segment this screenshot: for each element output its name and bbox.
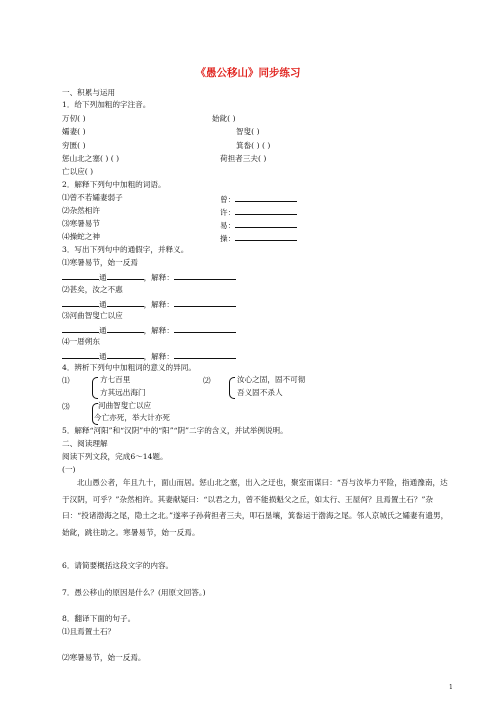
- q2-blank-label: 曾：: [220, 195, 236, 204]
- section-heading-1: 一、积累与运用: [62, 88, 116, 97]
- q8-sentence-2: ⑵寒暑易节，始一反焉。: [62, 653, 146, 662]
- section-heading-2: 二、阅读理解: [62, 439, 108, 448]
- answer-blank: [174, 271, 236, 280]
- reading-instructions: 阅读下列文段，完成6～14题。: [62, 452, 168, 461]
- q2-blank-label: 易：: [220, 221, 236, 230]
- answer-blank: [174, 324, 236, 333]
- pinyin-item-jiben: 箕畚( ) ( ): [236, 141, 271, 150]
- q3-sentence-2: ⑵甚矣，汝之不惠: [62, 285, 123, 294]
- question-1: 1．给下列加粗的字注音。: [62, 100, 151, 109]
- jieshi-label: ，解释：: [143, 273, 174, 282]
- page-title: 《愚公移山》同步练习: [195, 67, 301, 79]
- q4-item-1b: 方其远出海门: [100, 388, 146, 397]
- passage-number: (一): [62, 465, 76, 474]
- question-5: 5．解释“河阳”和“汉阴”中的“阳”“阴”二字的含义，并试举例说明。: [62, 426, 288, 435]
- pinyin-item-shiyi: 始龀( ): [212, 114, 236, 123]
- tong-label: 通: [99, 300, 107, 309]
- pinyin-item-wang: 亡以应( ): [62, 167, 94, 176]
- pinyin-item-zhisou: 智叟( ): [236, 127, 260, 136]
- q2-blank-4: [220, 232, 297, 244]
- answer-blank: [62, 350, 99, 359]
- answer-blank: [62, 298, 99, 307]
- answer-blank: [62, 271, 99, 280]
- question-6: 6．请简要概括这段文字的内容。: [62, 561, 174, 570]
- brace-2: [229, 377, 235, 399]
- answer-blank: [235, 219, 297, 228]
- answer-blank: [174, 350, 236, 359]
- q8-sentence-1: ⑴且焉置土石？: [62, 627, 116, 636]
- q4-item-2a: 汝心之固，固不可彻: [237, 375, 306, 384]
- question-4: 4．辨析下列句中加粗词的意义的异同。: [62, 363, 196, 372]
- answer-blank: [107, 324, 144, 333]
- q2-blank-label: 许：: [220, 208, 236, 217]
- q2-sentence-3: ⑶寒暑易节: [62, 219, 100, 228]
- q2-sentence-2: ⑵杂然相许: [62, 206, 100, 215]
- page-number: 1: [449, 684, 453, 691]
- q4-item-1a: 方七百里: [100, 375, 131, 384]
- tong-label: 通: [99, 352, 107, 361]
- q4-number-2: ⑵: [203, 376, 211, 385]
- tong-label: 通: [99, 326, 107, 335]
- pinyin-item-shuangqi: 孀妻( ): [62, 127, 86, 136]
- q3-sentence-1: ⑴寒暑易节，始一反焉: [62, 258, 138, 267]
- q4-item-3b: 今亡亦死，举大计亦死: [94, 413, 170, 422]
- pinyin-item-qiongkui: 穷匮( ): [62, 141, 86, 150]
- q2-blank-2: [220, 206, 297, 218]
- answer-blank: [62, 324, 99, 333]
- q4-number-3: ⑶: [62, 402, 70, 411]
- q3-sentence-4: ⑷一厝朔东: [62, 337, 100, 346]
- pinyin-item-wanren: 万仞( ): [62, 114, 86, 123]
- jieshi-label: ，解释：: [143, 326, 174, 335]
- reading-passage: 北山愚公者，年且九十，面山而居。惩山北之塞，出入之迂也，聚室而谋曰：“吾与汝毕力平险，指通豫南，达于汉阴，可乎？”杂然相许。其妻献疑曰：“以君之力，曾不能损魁父之丘，如太行、王屋何？且焉置土石？”杂曰：“投诸渤海之尾，隐土之北。”遂率子孙荷担者三夫，叩石垦壤，箕畚运于渤海之尾。邻人京城氏之孀妻有遗男，始龀，跳往助之。寒暑易节，始一反焉。: [62, 478, 449, 537]
- jieshi-label: ，解释：: [143, 352, 174, 361]
- q2-blank-1: [220, 193, 297, 205]
- q2-sentence-4: ⑷操蛇之神: [62, 232, 100, 241]
- question-3: 3．写出下列句中的通假字，并释义。: [62, 245, 189, 254]
- answer-blank: [107, 350, 144, 359]
- q3-answer-line-2: [62, 298, 236, 310]
- q4-item-2b: 吾义固不杀人: [237, 388, 283, 397]
- question-2: 2．解释下列句中加粗的词语。: [62, 180, 166, 189]
- answer-blank: [107, 271, 144, 280]
- q3-answer-line-3: [62, 324, 236, 336]
- q2-blank-3: [220, 219, 297, 231]
- jieshi-label: ，解释：: [143, 300, 174, 309]
- brace-1: [92, 377, 98, 399]
- q4-number-1: ⑴: [62, 376, 70, 385]
- q2-blank-label: 操：: [220, 234, 236, 243]
- pinyin-item-cheng: 惩山北之塞( ) ( ): [62, 154, 120, 163]
- question-8: 8．翻译下面的句子。: [62, 614, 136, 623]
- answer-blank: [107, 298, 144, 307]
- answer-blank: [174, 298, 236, 307]
- q4-item-3a: 河曲智叟亡以应: [98, 401, 152, 410]
- question-7: 7．愚公移山的原因是什么？(用原文回答。): [62, 588, 206, 597]
- q3-answer-line-1: [62, 271, 236, 283]
- answer-blank: [235, 206, 297, 215]
- q3-sentence-3: ⑶河曲智叟亡以应: [62, 311, 123, 320]
- tong-label: 通: [99, 273, 107, 282]
- answer-blank: [235, 193, 297, 202]
- q2-sentence-1: ⑴曾不若孀妻弱子: [62, 193, 123, 202]
- answer-blank: [235, 232, 297, 241]
- q3-answer-line-4: [62, 350, 236, 362]
- pinyin-item-hedan: 荷担者三夫( ): [220, 154, 267, 163]
